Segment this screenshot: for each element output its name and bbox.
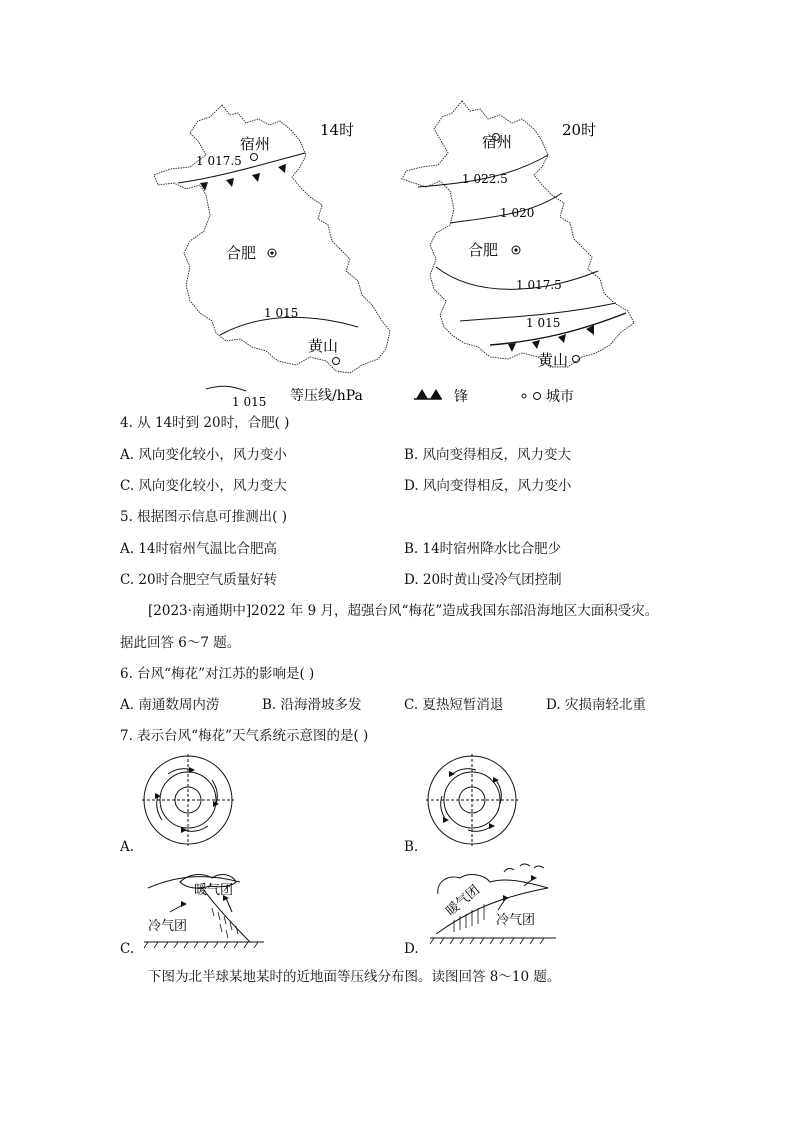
q7-option-a[interactable]: A.: [120, 839, 135, 855]
legend-isobar-line: [206, 386, 246, 391]
right-isobar-10225: 1 022.5: [462, 172, 508, 186]
q6-option-b[interactable]: B. 沿海滑坡多发: [262, 697, 362, 713]
legend-isobar-label: 等压线/hPa: [290, 388, 363, 404]
q4-option-d[interactable]: D. 风向变得相反，风力变小: [404, 478, 572, 494]
q6-option-a[interactable]: A. 南通数周内涝: [120, 697, 220, 713]
right-isobar-1020: 1 020: [500, 206, 535, 220]
q4-option-b[interactable]: B. 风向变得相反，风力变大: [404, 447, 572, 463]
left-city-suzhou: 宿州: [240, 135, 271, 153]
left-province-outline: [154, 105, 390, 373]
right-city-hefei: 合肥: [468, 241, 499, 259]
legend-front-symbol: [414, 389, 442, 399]
left-city-hefei: 合肥: [226, 244, 257, 262]
q4-option-a[interactable]: A. 风向变化较小，风力变小: [120, 447, 287, 463]
legend-city-label: 城市: [546, 389, 574, 405]
right-province-outline: [402, 101, 634, 367]
q5-option-a[interactable]: A. 14时宿州气温比合肥高: [120, 541, 278, 557]
q7-c-warm-air: 暖气团: [194, 883, 234, 898]
left-suzhou-marker: [251, 154, 258, 161]
intro-6-7-line2: 据此回答 6～7 题。: [120, 635, 241, 651]
q4-stem: 4. 从 14时到 20时，合肥( ): [120, 415, 290, 431]
q7-d-cold-air: 冷气团: [496, 913, 536, 928]
q6-stem: 6. 台风“梅花”对江苏的影响是( ): [120, 666, 315, 682]
q7-figure-b[interactable]: [424, 752, 534, 848]
left-hefei-marker: [268, 249, 276, 257]
legend-front-label: 锋: [454, 389, 468, 405]
q7-figure-c[interactable]: [140, 868, 270, 950]
q7-figure-d[interactable]: [424, 858, 564, 950]
right-hefei-marker: [512, 246, 520, 254]
q5-option-c[interactable]: C. 20时合肥空气质量好转: [120, 572, 278, 588]
q6-option-d[interactable]: D. 灾损南轻北重: [546, 697, 646, 713]
q7-option-d[interactable]: D.: [404, 941, 419, 957]
intro-6-7-line1: [2023·南通期中]2022 年 9 月，超强台风“梅花”造成我国东部沿海地区大面积受灾。: [148, 603, 659, 619]
right-map-time: 20时: [562, 121, 597, 139]
intro-8-10: 下图为北半球某地某时的近地面等压线分布图。读图回答 8～10 题。: [148, 969, 561, 985]
q5-option-d[interactable]: D. 20时黄山受冷气团控制: [404, 572, 562, 588]
legend-isobar-value: 1 015: [232, 395, 267, 409]
q7-d-warm-air: 暖气团: [443, 882, 483, 920]
q7-stem: 7. 表示台风“梅花”天气系统示意图的是( ): [120, 728, 369, 744]
q5-stem: 5. 根据图示信息可推测出( ): [120, 509, 287, 525]
q4-option-c[interactable]: C. 风向变化较小，风力变大: [120, 478, 287, 494]
right-city-suzhou: 宿州: [482, 133, 513, 151]
right-isobar-10175: 1 017.5: [516, 278, 562, 292]
q7-option-c[interactable]: C.: [120, 941, 135, 957]
q6-option-c[interactable]: C. 夏热短暂消退: [404, 697, 504, 713]
right-city-huangshan: 黄山: [538, 351, 569, 369]
right-isobar-1015: 1 015: [526, 316, 561, 330]
left-isobar-1015: 1 015: [264, 306, 299, 320]
q7-c-cold-air: 冷气团: [148, 919, 188, 934]
q5-option-b[interactable]: B. 14时宿州降水比合肥少: [404, 541, 562, 557]
weather-maps-figure: [150, 95, 640, 415]
left-huangshan-marker: [333, 358, 340, 365]
q7-figure-a[interactable]: [140, 752, 250, 848]
q7-option-b[interactable]: B.: [404, 839, 419, 855]
left-front-triangles: [200, 164, 286, 191]
legend-city-symbol: [522, 393, 541, 400]
left-city-huangshan: 黄山: [308, 337, 339, 355]
left-isobar-1017: 1 017.5: [196, 154, 242, 168]
left-map-time: 14时: [320, 121, 355, 139]
